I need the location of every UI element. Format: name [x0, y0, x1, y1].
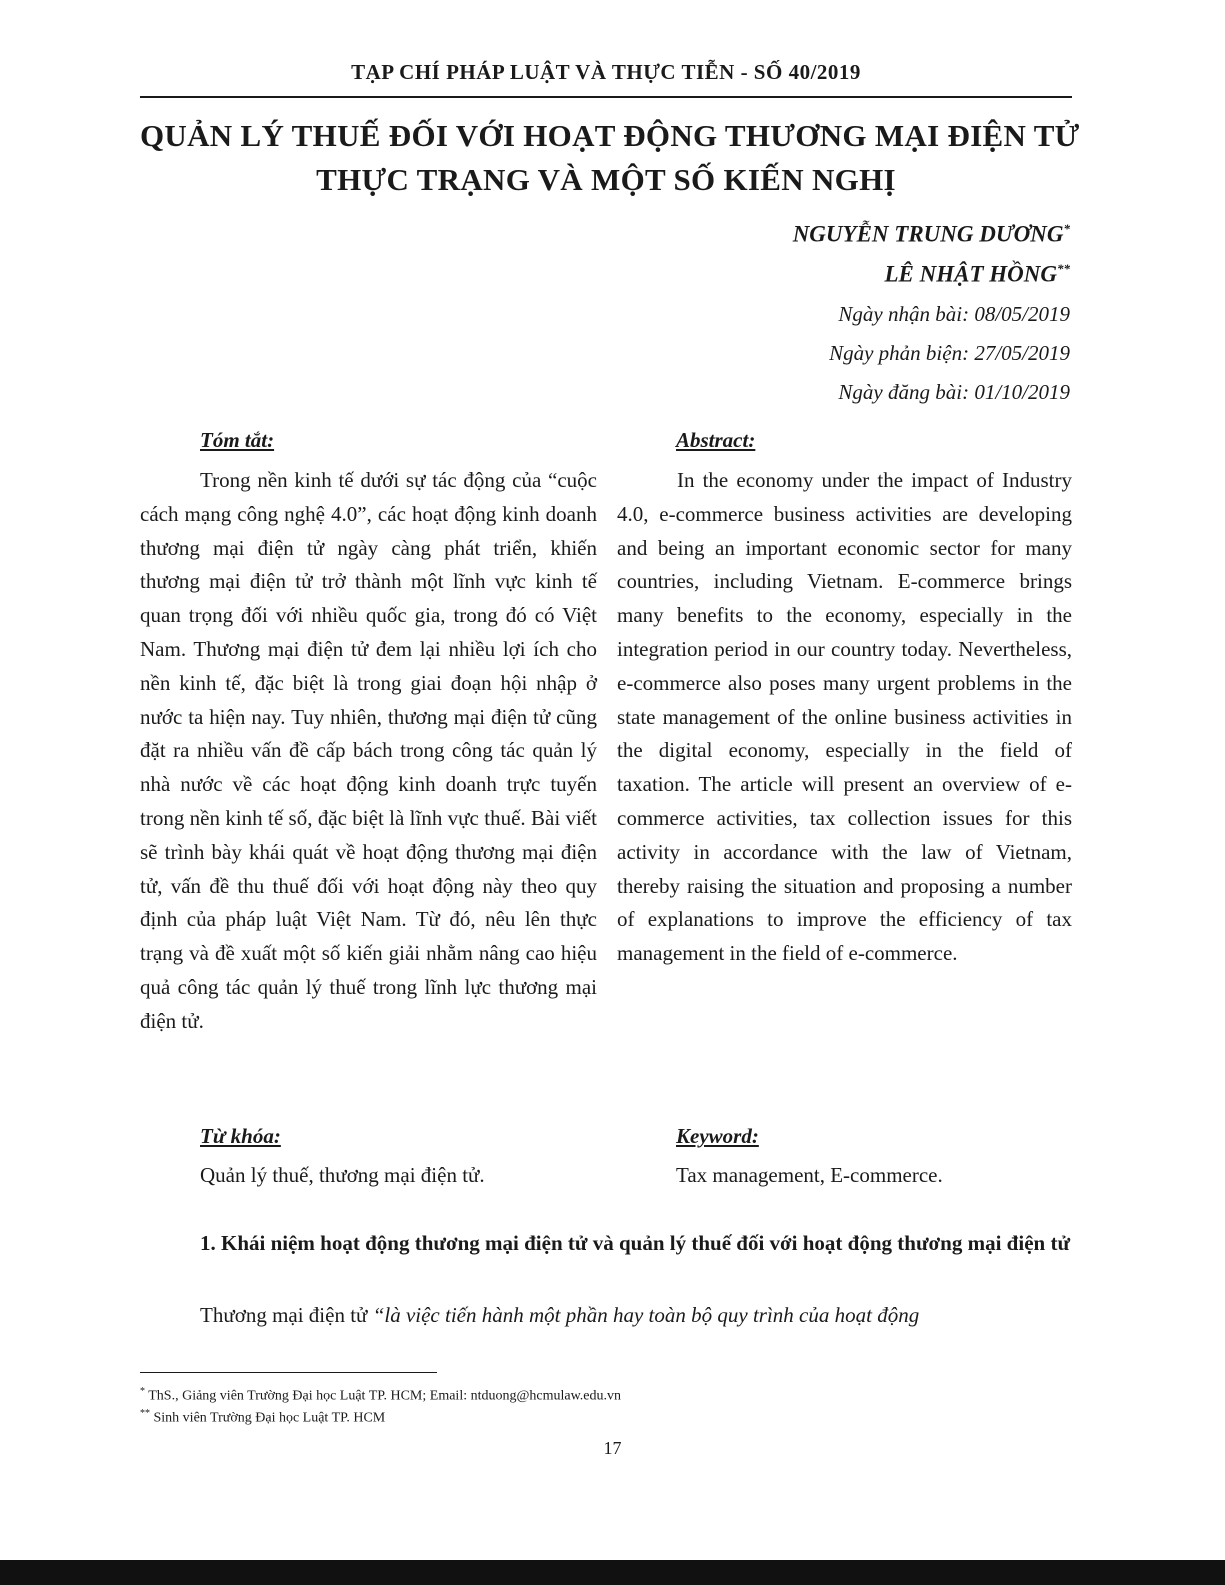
- abstract-text: In the economy under the impact of Industry 4.0, e-commerce business activities are developing and being an important economic sector for many countries, including Vietnam. E-commerce brings many benefits to the economy, especially in the integration period in our country today. Nevertheless, e-commerce also poses many urgent problems in the state management of the online business activities in the digital economy, especially in the field of taxation. The article will present an overview of e-commerce activities, tax collection issues for this activity in accordance with the law of Vietnam, thereby raising the situation and proposing a number of explanations to improve the efficiency of tax management in the field of e-commerce.: [617, 468, 1072, 966]
- date-received: Ngày nhận bài: 08/05/2019: [838, 302, 1070, 326]
- footnote-2-text: Sinh viên Trường Đại học Luật TP. HCM: [153, 1410, 386, 1426]
- page-number: 17: [603, 1438, 622, 1458]
- body-paragraph-start: [140, 1303, 1072, 1328]
- header-rule: [140, 96, 1072, 98]
- journal-header: TẠP CHÍ PHÁP LUẬT VÀ THỰC TIỄN - SỐ 40/2019: [351, 60, 861, 84]
- footnote-2: [140, 1408, 385, 1427]
- author-2: [885, 261, 1071, 288]
- body-start-quote: “là việc tiến hành một phần hay toàn bộ quy trình của hoạt động: [372, 1303, 920, 1327]
- scan-bottom-edge: [0, 1560, 1225, 1585]
- article-title-line-2: THỰC TRẠNG VÀ MỘT SỐ KIẾN NGHỊ: [316, 162, 896, 197]
- date-reviewed: Ngày phản biện: 27/05/2019: [829, 341, 1070, 365]
- author-1: [793, 221, 1070, 248]
- footnote-1-mark: *: [140, 1386, 145, 1397]
- author-2-footnote-mark: **: [1057, 261, 1070, 276]
- abstract-heading: Abstract:: [676, 428, 756, 452]
- footnote-rule: [140, 1372, 437, 1373]
- keywords-vi-heading: Từ khóa:: [200, 1124, 281, 1148]
- keywords-en-text: Tax management, E-commerce.: [676, 1163, 943, 1187]
- section-1-heading: 1. Khái niệm hoạt động thương mại điện tử và quản lý thuế đối với hoạt động thương mại điện tử: [200, 1231, 1071, 1255]
- body-start-plain: Thương mại điện tử: [200, 1303, 373, 1327]
- article-title-line-1: QUẢN LÝ THUẾ ĐỐI VỚI HOẠT ĐỘNG THƯƠNG MẠI ĐIỆN TỬ: [140, 118, 1080, 153]
- keywords-vi-text: Quản lý thuế, thương mại điện tử.: [200, 1163, 485, 1187]
- date-published: Ngày đăng bài: 01/10/2019: [838, 380, 1070, 404]
- footnote-1: [140, 1386, 621, 1405]
- author-1-footnote-mark: *: [1063, 221, 1070, 236]
- author-1-name: NGUYỄN TRUNG DƯƠNG: [792, 221, 1064, 247]
- footnote-2-mark: **: [140, 1408, 150, 1419]
- summary-vi-heading: Tóm tắt:: [200, 428, 275, 452]
- author-2-name: LÊ NHẬT HỒNG: [884, 261, 1057, 287]
- footnote-1-text: ThS., Giảng viên Trường Đại học Luật TP. HCM; Email: ntduong@hcmulaw.edu.vn: [148, 1388, 621, 1404]
- summary-vi-text: Trong nền kinh tế dưới sự tác động của “cuộc cách mạng công nghệ 4.0”, các hoạt động kinh doanh thương mại điện tử ngày càng phát triển, khiến thương mại điện tử trở thành một lĩnh vực kinh tế quan trọng đối với nhiều quốc gia, trong đó có Việt Nam. Thương mại điện tử đem lại nhiều lợi ích cho nền kinh tế, đặc biệt là trong giai đoạn hội nhập ở nước ta hiện nay. Tuy nhiên, thương mại điện tử cũng đặt ra nhiều vấn đề cấp bách trong công tác quản lý nhà nước về các hoạt động kinh doanh trực tuyến trong nền kinh tế số, đặc biệt là lĩnh vực thuế. Bài viết sẽ trình bày khái quát về hoạt động thương mại điện tử, vấn đề thu thuế đối với hoạt động này theo quy định của pháp luật Việt Nam. Từ đó, nêu lên thực trạng và đề xuất một số kiến giải nhằm nâng cao hiệu quả công tác quản lý thuế trong lĩnh lực thương mại điện tử.: [140, 468, 597, 1033]
- keywords-en-heading: Keyword:: [676, 1124, 759, 1148]
